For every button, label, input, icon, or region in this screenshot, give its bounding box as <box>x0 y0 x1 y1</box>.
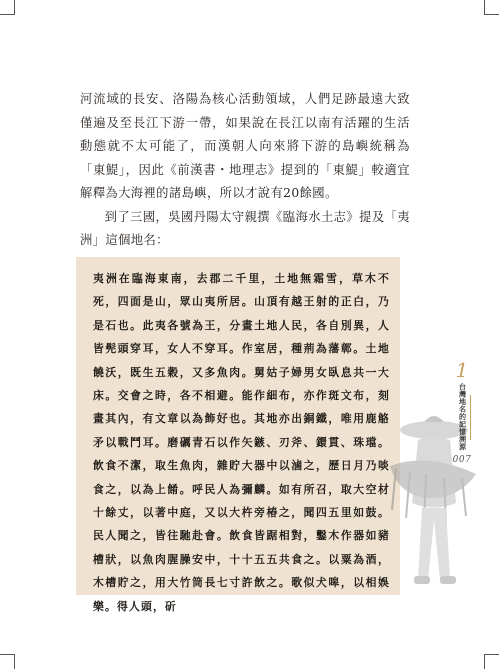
paragraph-1: 河流域的長安、洛陽為核心活動領域，人們足跡最遠大致僅遍及至長江下游一帶，如果說在長江以南有活躍的生活動態就不太可能了，而漢朝人向來將下游的島嶼統稱為「東鯷」，因此《前漢書・地理志》提到的「東鯷」較適宜解釋為大海裡的諸島嶼，所以才說有20餘國。 <box>80 92 410 200</box>
chapter-number: 1 <box>455 358 469 382</box>
crop-mark-bottom-left <box>0 654 15 669</box>
side-divider <box>470 395 471 440</box>
chapter-title: 台灣地名的記憶溯源 <box>458 383 467 451</box>
quote-block <box>76 257 400 613</box>
paragraph-2: 到了三國，吳國丹陽太守親撰《臨海水土志》提及「夷洲」這個地名： <box>80 209 410 247</box>
body-text <box>80 88 410 253</box>
quote-text: 夷洲在臨海東南，去郡二千里，土地無霜雪，草木不死，四面是山，眾山夷所居。山頂有越王射的正白，乃是石也。此夷各號為王，分畫土地人民，各自別異，人皆髡頭穿耳，女人不穿耳。作室居，種荊為藩鄣。土地饒沃，既生五穀，又多魚肉。舅姑子婦男女臥息共一大床。交會之時，各不相避。能作細布，亦作斑文布，刻畫其內，有文章以為飾好也。其地亦出銅鐵，唯用鹿觡矛以戰鬥耳。磨礪青石以作矢鏃、刃斧、鐶貫、珠璫。飲食不潔，取生魚肉，雜貯大器中以滷之，歷日月乃啖食之，以為上餚。呼民人為彌麟。如有所召，取大空材十餘丈，以著中庭，又以大杵旁椿之，聞四五里如鼓。民人聞之，皆往馳赴會。飲食皆踞相對，鑿木作器如豬槽狀，以魚肉腥臊安中，十十五五共食之。以粟為酒，木槽貯之，用大竹筒長七寸許飲之。歌似犬嗥，以相娛樂。得人頭，斫 <box>93 272 390 613</box>
crop-mark-top-right <box>484 0 499 15</box>
crop-mark-top-left <box>0 0 15 15</box>
page-number: 007 <box>452 454 472 465</box>
chapter-side-tab <box>452 360 472 465</box>
crop-mark-bottom-right <box>484 654 499 669</box>
